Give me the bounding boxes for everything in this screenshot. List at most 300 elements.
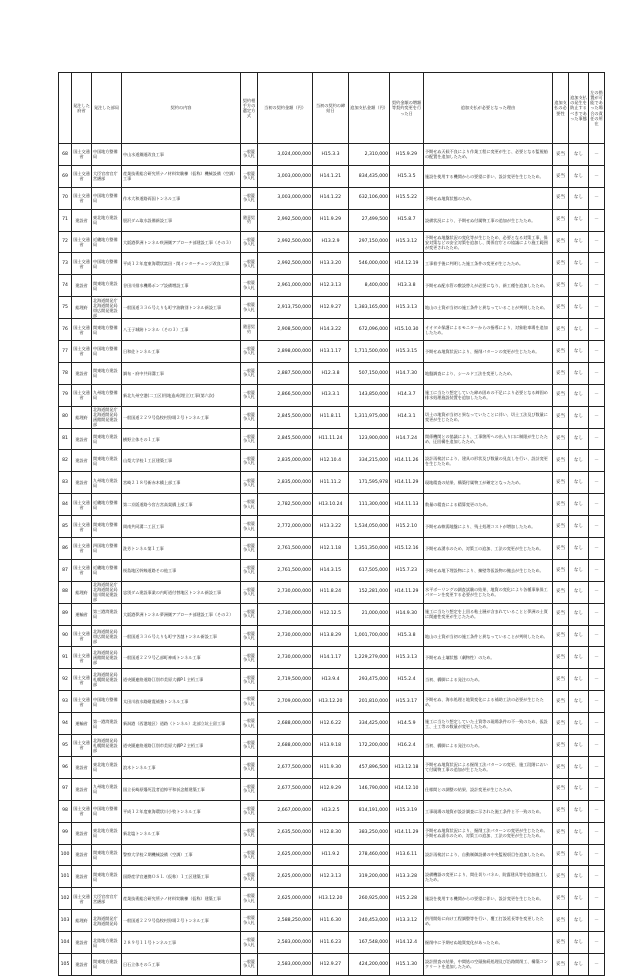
table-row <box>59 319 605 341</box>
initial-date-cell: H13.10.24 <box>313 494 349 516</box>
additional-amount-cell: 632,106,000 <box>349 187 390 209</box>
content-cell: 国立長崎原爆死没者追悼平和祈念館建築工事 <box>122 778 241 800</box>
initial-amount-cell: 2,588,250,000 <box>258 910 313 932</box>
bureau-cell: 東北地方建設局 <box>92 822 122 844</box>
additional-amount-cell: 21,000,000 <box>349 603 390 625</box>
change-date-cell: H15.7.23 <box>390 559 424 581</box>
row-number: 103 <box>59 910 72 932</box>
change-date-cell: H15.3.13 <box>390 297 424 319</box>
change-date-cell: H14.12.4 <box>390 932 424 954</box>
responsibility-cell: － <box>589 450 605 472</box>
necessity-cell: 妥当 <box>553 494 569 516</box>
responsibility-cell: － <box>589 472 605 494</box>
bureau-cell: 関東地方建設局 <box>92 450 122 472</box>
content-cell: 横野立体その１工事 <box>122 428 241 450</box>
bureau-cell: 関東地方建設局 <box>92 866 122 888</box>
reason-cell: 施設を使用する機関からの要望に伴い、設計変更を生じたため。 <box>424 165 553 187</box>
content-cell: 一般国道２２９号島牧村狩場２号トンネル工事 <box>122 910 241 932</box>
initial-date-cell: H13.8.29 <box>313 625 349 647</box>
method-cell: 一般競争入札 <box>241 341 258 363</box>
table-row <box>59 713 605 735</box>
reason-cell: 予期せぬ天候不良により作業工程に変更が生じ、必要となる監視船の配置を追加したため。 <box>424 144 553 166</box>
row-number: 88 <box>59 581 72 603</box>
content-cell: 中山水道鋼道改良工事 <box>122 144 241 166</box>
reason-cell: 予期せぬ配水管の敷設替えが必要になり、新工種を追加したため。 <box>424 275 553 297</box>
reason-cell: 地山の土質が当初の施工条件と異なっていることが判明したため。 <box>424 297 553 319</box>
row-number: 85 <box>59 516 72 538</box>
table-row <box>59 384 605 406</box>
additional-amount-cell: 672,096,000 <box>349 319 390 341</box>
method-cell: 一般競争入札 <box>241 888 258 910</box>
necessity-cell: 妥当 <box>553 953 569 975</box>
responsibility-cell: － <box>589 494 605 516</box>
content-cell: 新北九州空港(二工区)用地造成(埋立)工事(第六次) <box>122 384 241 406</box>
reason-cell: 設備機器の変更により、間仕切りパネル、防露建具等を追加施工したため。 <box>424 866 553 888</box>
change-date-cell: H13.6.11 <box>390 844 424 866</box>
bureau-cell: 北海道開発局函館開発建設部 <box>92 647 122 669</box>
ministry-cell: 総理府 <box>72 581 92 603</box>
additional-amount-cell: 617,505,000 <box>349 559 390 581</box>
responsibility-cell: － <box>589 713 605 735</box>
content-cell: 第二京阪道路今宮古宮高架橋上部工事 <box>122 494 241 516</box>
change-date-cell: H14.11.29 <box>390 472 424 494</box>
prevention-cell: なし <box>569 428 589 450</box>
change-date-cell: H15.3.5 <box>390 165 424 187</box>
necessity-cell: 妥当 <box>553 538 569 560</box>
row-number: 93 <box>59 691 72 713</box>
table-row <box>59 209 605 231</box>
row-number: 90 <box>59 625 72 647</box>
prevention-cell: なし <box>569 319 589 341</box>
initial-amount-cell: 2,730,000,000 <box>258 581 313 603</box>
bureau-cell: 近畿地方整備局 <box>92 231 122 253</box>
reason-cell: 切土の地質が当初と異なっていたことに伴い、切土工法及び数量に変更が生じたため。 <box>424 406 553 428</box>
additional-amount-cell: 1,711,500,000 <box>349 341 390 363</box>
reason-cell: 予期せぬ地質状況による掘削工法パターンの変更、施工段階において付属物工事の追加が生じたため。 <box>424 756 553 778</box>
ministry-cell: 建設省 <box>72 275 92 297</box>
necessity-cell: 妥当 <box>553 888 569 910</box>
bureau-cell: 九州地方建設局 <box>92 472 122 494</box>
additional-amount-cell: 457,896,500 <box>349 756 390 778</box>
ministry-cell: 建設省 <box>72 932 92 954</box>
responsibility-cell: － <box>589 932 605 954</box>
row-number: 72 <box>59 231 72 253</box>
prevention-cell: なし <box>569 275 589 297</box>
content-cell: 八王子城跡トンネル（その３）工事 <box>122 319 241 341</box>
reason-cell: 予期せぬ地質状況により、掘削工法パターンの変更が生じたため。予期せぬ涌水のため、対策工の追加、工法の変更が生じたため。 <box>424 822 553 844</box>
additional-amount-cell: 834,435,000 <box>349 165 390 187</box>
row-number: 98 <box>59 800 72 822</box>
table-row <box>59 494 605 516</box>
row-number: 82 <box>59 450 72 472</box>
prevention-cell: なし <box>569 297 589 319</box>
change-date-cell: H14.11.13 <box>390 494 424 516</box>
reason-cell: 工事現場の地質が設計調査に示された施工条件と不一致のため。 <box>424 800 553 822</box>
table-row <box>59 691 605 713</box>
additional-amount-cell: 171,595,978 <box>349 472 390 494</box>
content-cell: 平成１２年度東海環状富田・関インターチェンジ改良工事 <box>122 253 241 275</box>
initial-amount-cell: 2,898,000,000 <box>258 341 313 363</box>
method-cell: 一般競争入札 <box>241 187 258 209</box>
initial-amount-cell: 2,730,000,000 <box>258 625 313 647</box>
necessity-cell: 妥当 <box>553 822 569 844</box>
initial-amount-cell: 2,992,500,000 <box>258 253 313 275</box>
necessity-cell: 妥当 <box>553 800 569 822</box>
row-number: 78 <box>59 362 72 384</box>
change-date-cell: H14.3.7 <box>390 384 424 406</box>
responsibility-cell: － <box>589 581 605 603</box>
change-date-cell: H14.7.30 <box>390 362 424 384</box>
table-row <box>59 888 605 910</box>
prevention-cell: なし <box>569 669 589 691</box>
content-cell: 産業技術総合研究所ナノ材料実験棟（仮称）建築工事 <box>122 888 241 910</box>
prevention-cell: なし <box>569 209 589 231</box>
row-number: 105 <box>59 953 72 975</box>
prevention-cell: なし <box>569 165 589 187</box>
change-date-cell: H14.12.10 <box>390 778 424 800</box>
initial-date-cell: H13.9.18 <box>313 735 349 757</box>
content-cell: 宮崎２１８号新赤木橋上部工事 <box>122 472 241 494</box>
header-responsibility: 左の措置が可能であった場合の責任の所在 <box>589 73 605 144</box>
initial-date-cell: H11.8.24 <box>313 581 349 603</box>
content-cell: 一般国道２２９号乙部町神威トンネル工事 <box>122 647 241 669</box>
additional-amount-cell: 240,453,000 <box>349 910 390 932</box>
necessity-cell: 妥当 <box>553 778 569 800</box>
initial-amount-cell: 2,908,500,000 <box>258 319 313 341</box>
prevention-cell: なし <box>569 603 589 625</box>
table-row <box>59 275 605 297</box>
change-date-cell: H15.3.12 <box>390 231 424 253</box>
header-bureau: 発注した部局 <box>92 73 122 144</box>
table-row <box>59 953 605 975</box>
method-cell: 一般競争入札 <box>241 450 258 472</box>
change-date-cell: H14.12.19 <box>390 253 424 275</box>
responsibility-cell: － <box>589 253 605 275</box>
content-cell: 太田川放水路耐震補強トンネル工事 <box>122 691 241 713</box>
content-cell: 平成１２年度東海環状川小牧トンネル工事 <box>122 800 241 822</box>
ministry-cell: 建設省 <box>72 209 92 231</box>
prevention-cell: なし <box>569 756 589 778</box>
initial-date-cell: H12.10.4 <box>313 450 349 472</box>
necessity-cell: 妥当 <box>553 866 569 888</box>
ministry-cell: 国土交通省 <box>72 165 92 187</box>
change-date-cell: H15.8.7 <box>390 209 424 231</box>
prevention-cell: なし <box>569 932 589 954</box>
content-cell: 道央圏連絡道路江別市美原大橋P２主桁工事 <box>122 735 241 757</box>
prevention-cell: なし <box>569 581 589 603</box>
reason-cell: 関係機関との協議により、工事箇所への出入り口に制限が生じたため、迂回構を追加したため。 <box>424 428 553 450</box>
reason-cell: オオタカ保護によるモニターからの指導により、対象駐車場を追加したため。 <box>424 319 553 341</box>
change-date-cell: H15.3.17 <box>390 691 424 713</box>
initial-amount-cell: 2,635,500,000 <box>258 822 313 844</box>
contract-table-sheet <box>58 72 604 976</box>
initial-amount-cell: 2,887,500,000 <box>258 362 313 384</box>
initial-amount-cell: 2,992,500,000 <box>258 231 313 253</box>
responsibility-cell: － <box>589 362 605 384</box>
table-row <box>59 165 605 187</box>
responsibility-cell: － <box>589 778 605 800</box>
initial-amount-cell: 2,625,000,000 <box>258 844 313 866</box>
method-cell: 一般競争入札 <box>241 866 258 888</box>
initial-amount-cell: 2,772,000,000 <box>258 516 313 538</box>
method-cell: 一般競争入札 <box>241 603 258 625</box>
row-number: 100 <box>59 844 72 866</box>
table-row <box>59 822 605 844</box>
header-no <box>59 73 72 144</box>
additional-amount-cell: 1,311,975,000 <box>349 406 390 428</box>
bureau-cell: 北海道開発庁北海道開発局 <box>92 910 122 932</box>
row-number: 81 <box>59 428 72 450</box>
change-date-cell: H15.3.13 <box>390 647 424 669</box>
content-cell: 国際産学官連携ＯＳＬ（仮称）１工区建築工事 <box>122 866 241 888</box>
ministry-cell: 建設省 <box>72 450 92 472</box>
table-row <box>59 297 605 319</box>
responsibility-cell: － <box>589 428 605 450</box>
reason-cell: 当初、橋脚による発注のため。 <box>424 735 553 757</box>
change-date-cell: H13.12.18 <box>390 756 424 778</box>
bureau-cell: 関東地方建設局 <box>92 844 122 866</box>
initial-date-cell: H14.1.21 <box>313 165 349 187</box>
responsibility-cell: － <box>589 319 605 341</box>
ministry-cell: 国土交通省 <box>72 384 92 406</box>
initial-amount-cell: 2,677,500,000 <box>258 756 313 778</box>
ministry-cell: 建設省 <box>72 953 92 975</box>
reason-cell: 予期せぬ地下埋設物により、擁壁等仮設物の撤去が生じたため。 <box>424 559 553 581</box>
reason-cell: 予期せぬ地質状態のため。 <box>424 187 553 209</box>
prevention-cell: なし <box>569 384 589 406</box>
method-cell: 一般競争入札 <box>241 144 258 166</box>
change-date-cell: H15.9.29 <box>390 144 424 166</box>
content-cell: 山梨大学校１工区建築工事 <box>122 450 241 472</box>
table-row <box>59 625 605 647</box>
content-cell: ２８９号１１号トンネル工事 <box>122 932 241 954</box>
initial-amount-cell: 2,835,000,000 <box>258 450 313 472</box>
bureau-cell: 中国地方整備局 <box>92 144 122 166</box>
initial-date-cell: H11.6.23 <box>313 932 349 954</box>
initial-date-cell: H13.3.22 <box>313 516 349 538</box>
bureau-cell: 関東地方建設局 <box>92 275 122 297</box>
row-number: 97 <box>59 778 72 800</box>
responsibility-cell: － <box>589 165 605 187</box>
ministry-cell: 国土交通省 <box>72 559 92 581</box>
reason-cell: 設計再検討により、建具の形状及び数量の見直しを行い、設計変更を生じたため。 <box>424 450 553 472</box>
additional-amount-cell: 201,810,000 <box>349 691 390 713</box>
initial-date-cell: H11.8.11 <box>313 406 349 428</box>
reason-cell: 施工に当たり想定していた土質等の現場条件の不一致のため、仮設工、土工等の数量が変更したため。 <box>424 713 553 735</box>
row-number: 74 <box>59 275 72 297</box>
responsibility-cell: － <box>589 209 605 231</box>
table-row <box>59 516 605 538</box>
responsibility-cell: － <box>589 538 605 560</box>
method-cell: 一般競争入札 <box>241 932 258 954</box>
table-row <box>59 406 605 428</box>
method-cell: 一般競争入札 <box>241 253 258 275</box>
initial-amount-cell: 2,730,000,000 <box>258 603 313 625</box>
necessity-cell: 妥当 <box>553 932 569 954</box>
ministry-cell: 総理府 <box>72 406 92 428</box>
initial-date-cell: H14.3.22 <box>313 319 349 341</box>
reason-cell: 供用開始に向け工程調整等を行い、覆工打設延長等を変更したため。 <box>424 910 553 932</box>
reason-cell: 施工に当たり想定を上回る粘土層が含まれていることと夢洲の土質に関連性変更が生じたため。 <box>424 603 553 625</box>
initial-date-cell: H13.9.4 <box>313 669 349 691</box>
method-cell: 一般競争入札 <box>241 428 258 450</box>
bureau-cell: 近畿地方整備局 <box>92 494 122 516</box>
row-number: 86 <box>59 538 72 560</box>
prevention-cell: なし <box>569 910 589 932</box>
method-cell: 一般競争入札 <box>241 165 258 187</box>
method-cell: 一般競争入札 <box>241 297 258 319</box>
initial-date-cell: H11.9.2 <box>313 844 349 866</box>
necessity-cell: 妥当 <box>553 625 569 647</box>
prevention-cell: なし <box>569 494 589 516</box>
bureau-cell: 北海道開発局帯広開発建設部 <box>92 625 122 647</box>
method-cell: 一般競争入札 <box>241 494 258 516</box>
ministry-cell: 国土交通省 <box>72 735 92 757</box>
reason-cell: 現地精査の結果、構築付属物工が確定となったため。 <box>424 472 553 494</box>
ministry-cell: 建設省 <box>72 362 92 384</box>
ministry-cell: 国土交通省 <box>72 800 92 822</box>
method-cell: 一般競争入札 <box>241 559 258 581</box>
initial-amount-cell: 2,625,000,000 <box>258 866 313 888</box>
reason-cell: 設計照査の結果、中間処の空頭接続処理及び沿路開削工、構築コンクリートを追加したため。 <box>424 953 553 975</box>
initial-date-cell: H14.3.15 <box>313 559 349 581</box>
contract-table <box>58 72 605 976</box>
bureau-cell: 東北地方建設局 <box>92 756 122 778</box>
additional-amount-cell: 319,200,000 <box>349 866 390 888</box>
necessity-cell: 妥当 <box>553 756 569 778</box>
content-cell: 警察大学校２期機械設備（空調）工事 <box>122 844 241 866</box>
necessity-cell: 妥当 <box>553 187 569 209</box>
necessity-cell: 妥当 <box>553 516 569 538</box>
change-date-cell: H14.3.1 <box>390 406 424 428</box>
table-row <box>59 559 605 581</box>
table-row <box>59 756 605 778</box>
prevention-cell: なし <box>569 187 589 209</box>
prevention-cell: なし <box>569 362 589 384</box>
table-row <box>59 800 605 822</box>
ministry-cell: 総理府 <box>72 297 92 319</box>
row-number: 75 <box>59 297 72 319</box>
additional-amount-cell: 424,200,000 <box>349 953 390 975</box>
initial-date-cell: H13.3.1 <box>313 384 349 406</box>
row-number: 80 <box>59 406 72 428</box>
initial-date-cell: H12.8.30 <box>313 822 349 844</box>
table-row <box>59 341 605 363</box>
table-row <box>59 362 605 384</box>
initial-date-cell: H13.2.9 <box>313 231 349 253</box>
bureau-cell: 関東地方建設局 <box>92 362 122 384</box>
table-row <box>59 647 605 669</box>
ministry-cell: 国土交通省 <box>72 625 92 647</box>
initial-date-cell: H11.6.30 <box>313 910 349 932</box>
ministry-cell: 運輸省 <box>72 713 92 735</box>
responsibility-cell: － <box>589 231 605 253</box>
bureau-cell: 第一港湾建設局 <box>92 713 122 735</box>
header-method: 契約相手方の選定方式 <box>241 73 258 144</box>
additional-amount-cell: 1,351,350,000 <box>349 538 390 560</box>
initial-amount-cell: 2,709,000,000 <box>258 691 313 713</box>
initial-date-cell: H11.9.30 <box>313 756 349 778</box>
prevention-cell: なし <box>569 647 589 669</box>
initial-date-cell: H13.12.20 <box>313 888 349 910</box>
content-cell: 洗芳トンネル第１工事 <box>122 538 241 560</box>
responsibility-cell: － <box>589 297 605 319</box>
method-cell: 随意契約 <box>241 209 258 231</box>
responsibility-cell: － <box>589 341 605 363</box>
prevention-cell: なし <box>569 625 589 647</box>
responsibility-cell: － <box>589 888 605 910</box>
additional-amount-cell: 507,150,000 <box>349 362 390 384</box>
responsibility-cell: － <box>589 910 605 932</box>
method-cell: 一般競争入札 <box>241 822 258 844</box>
responsibility-cell: － <box>589 822 605 844</box>
prevention-cell: なし <box>569 953 589 975</box>
table-row <box>59 581 605 603</box>
row-number: 94 <box>59 713 72 735</box>
content-cell: 谷田川排水機場ポンプ設備増設工事 <box>122 275 241 297</box>
initial-date-cell: H11.9.29 <box>313 209 349 231</box>
prevention-cell: なし <box>569 538 589 560</box>
ministry-cell: 国土交通省 <box>72 669 92 691</box>
method-cell: 一般競争入札 <box>241 538 258 560</box>
bureau-cell: 中国地方整備局 <box>92 187 122 209</box>
method-cell: 一般競争入札 <box>241 472 258 494</box>
row-number: 91 <box>59 647 72 669</box>
responsibility-cell: － <box>589 844 605 866</box>
change-date-cell: H14.11.29 <box>390 822 424 844</box>
responsibility-cell: － <box>589 866 605 888</box>
method-cell: 一般競争入札 <box>241 384 258 406</box>
prevention-cell: なし <box>569 800 589 822</box>
initial-date-cell: H12.9.29 <box>313 778 349 800</box>
reason-cell: 予期せぬ、海水処理と地質変化による補助工法の必要が生じたため。 <box>424 691 553 713</box>
content-cell: 大阪港夢洲トンネル夢洲側アプローチ部建設工事（その２） <box>122 603 241 625</box>
table-row <box>59 472 605 494</box>
necessity-cell: 妥当 <box>553 691 569 713</box>
necessity-cell: 妥当 <box>553 384 569 406</box>
content-cell: 一般国道３３６号えりも町字油駒別トンネル新設工事 <box>122 297 241 319</box>
method-cell: 一般競争入札 <box>241 581 258 603</box>
content-cell: 大阪港夢洲トンネル咲洲側アプローチ部建設工事（その３） <box>122 231 241 253</box>
initial-amount-cell: 2,583,000,000 <box>258 932 313 954</box>
change-date-cell: H15.1.30 <box>390 953 424 975</box>
ministry-cell: 国土交通省 <box>72 691 92 713</box>
reason-cell: 設計再検討により、自動制御設備の中央監視項目を追加したため。 <box>424 844 553 866</box>
row-number: 83 <box>59 472 72 494</box>
row-number: 79 <box>59 384 72 406</box>
table-row <box>59 231 605 253</box>
necessity-cell: 妥当 <box>553 165 569 187</box>
initial-amount-cell: 3,003,000,000 <box>258 165 313 187</box>
header-content: 契約の内容 <box>122 73 241 144</box>
bureau-cell: 近畿地方整備局 <box>92 559 122 581</box>
initial-date-cell: H15.3.3 <box>313 144 349 166</box>
additional-amount-cell: 172,200,000 <box>349 735 390 757</box>
method-cell: 一般競争入札 <box>241 231 258 253</box>
content-cell: 新北塩トンネル工事 <box>122 822 241 844</box>
change-date-cell: H15.5.22 <box>390 187 424 209</box>
ministry-cell: 建設省 <box>72 472 92 494</box>
additional-amount-cell: 334,215,000 <box>349 450 390 472</box>
responsibility-cell: － <box>589 406 605 428</box>
table-row <box>59 910 605 932</box>
row-number: 76 <box>59 319 72 341</box>
method-cell: 一般競争入札 <box>241 800 258 822</box>
bureau-cell: 関東地方整備局 <box>92 516 122 538</box>
change-date-cell: H15.2.28 <box>390 888 424 910</box>
prevention-cell: なし <box>569 888 589 910</box>
row-number: 68 <box>59 144 72 166</box>
